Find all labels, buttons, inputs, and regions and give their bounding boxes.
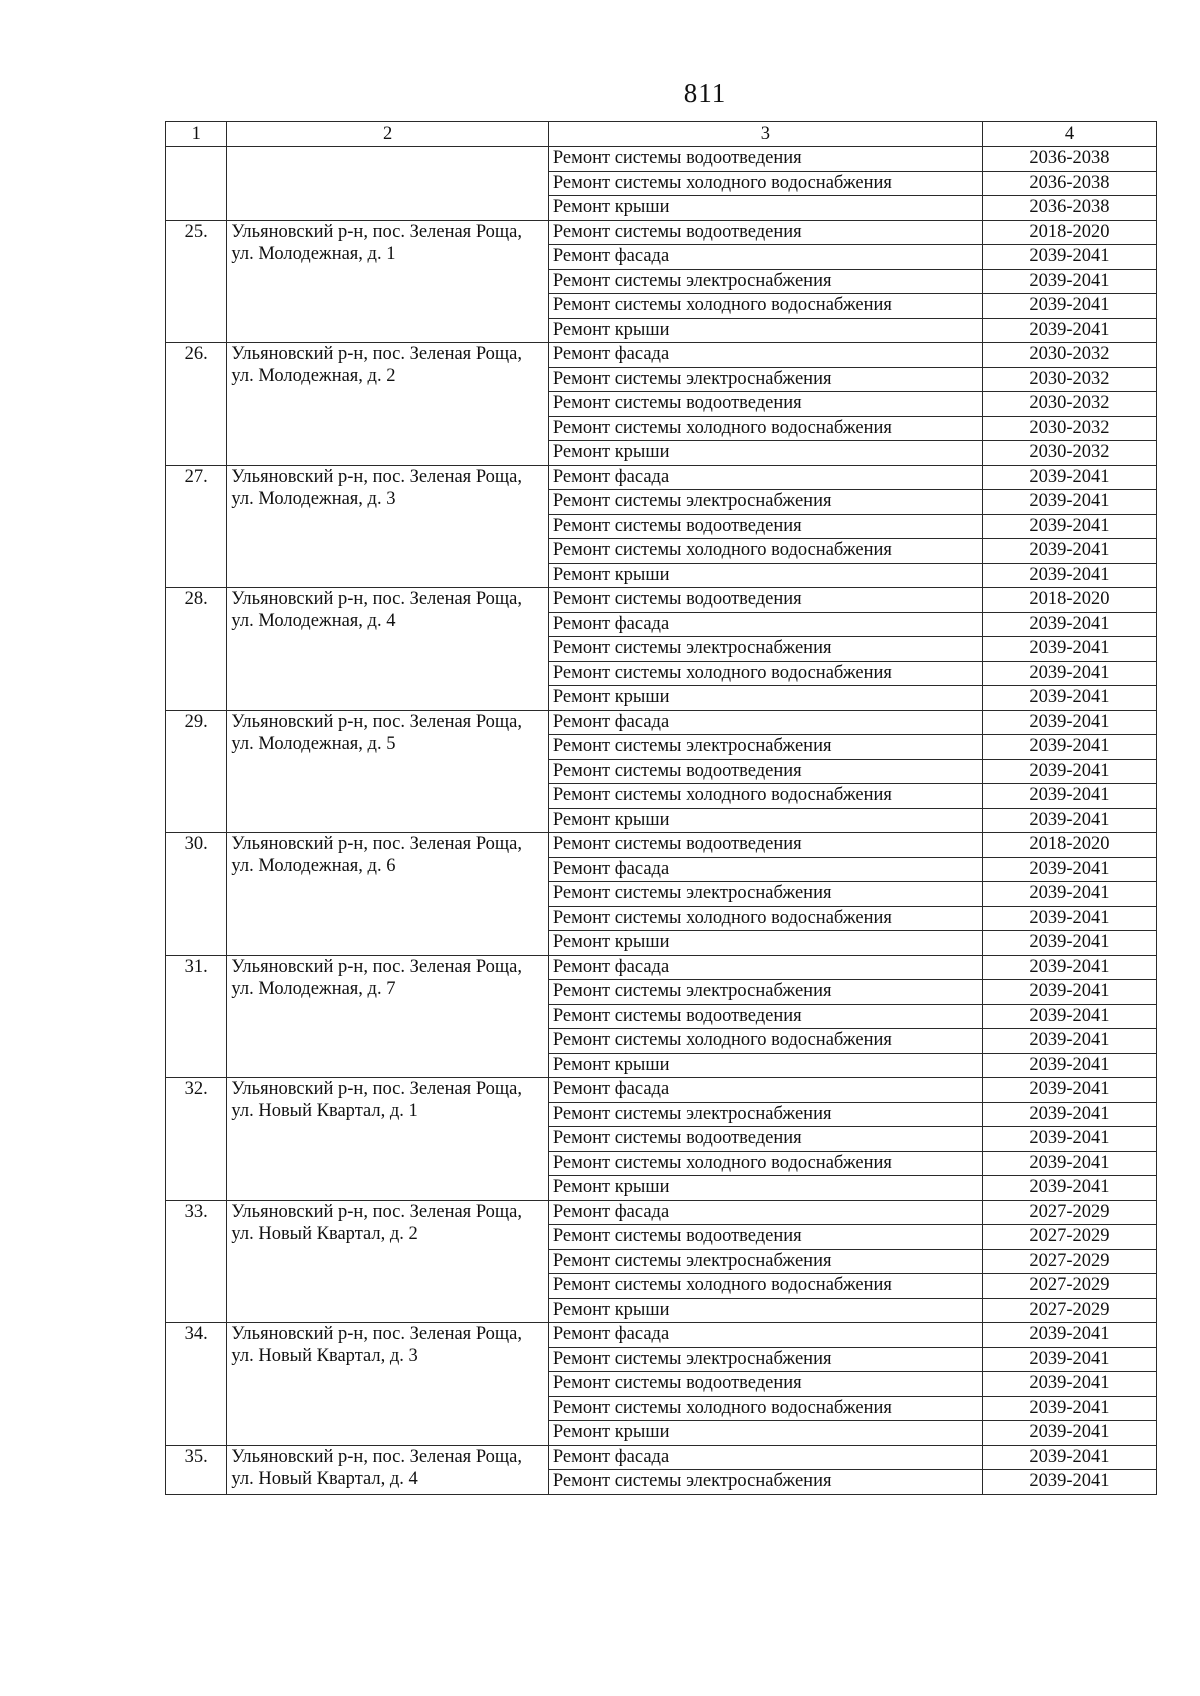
work-type: Ремонт крыши — [548, 1176, 982, 1201]
work-period: 2039-2041 — [982, 318, 1156, 343]
work-period: 2039-2041 — [982, 686, 1156, 711]
work-type: Ремонт крыши — [548, 1421, 982, 1446]
work-period: 2039-2041 — [982, 245, 1156, 270]
work-period: 2039-2041 — [982, 269, 1156, 294]
work-period: 2039-2041 — [982, 661, 1156, 686]
work-period: 2039-2041 — [982, 955, 1156, 980]
work-type: Ремонт фасада — [548, 857, 982, 882]
item-number: 28. — [166, 588, 227, 711]
building-address — [227, 147, 548, 221]
work-period: 2039-2041 — [982, 857, 1156, 882]
work-period: 2039-2041 — [982, 882, 1156, 907]
work-type: Ремонт крыши — [548, 196, 982, 221]
work-period: 2039-2041 — [982, 1053, 1156, 1078]
work-period: 2030-2032 — [982, 416, 1156, 441]
work-type: Ремонт фасада — [548, 612, 982, 637]
work-type: Ремонт системы электроснабжения — [548, 735, 982, 760]
work-period: 2039-2041 — [982, 1127, 1156, 1152]
table-body — [166, 147, 1157, 1495]
table-row — [166, 1445, 1157, 1470]
work-period: 2018-2020 — [982, 588, 1156, 613]
work-type: Ремонт системы водоотведения — [548, 833, 982, 858]
table-row — [166, 1078, 1157, 1103]
work-type: Ремонт крыши — [548, 563, 982, 588]
item-number: 34. — [166, 1323, 227, 1446]
table-row — [166, 147, 1157, 172]
work-period: 2039-2041 — [982, 1347, 1156, 1372]
work-period: 2030-2032 — [982, 343, 1156, 368]
table-row — [166, 465, 1157, 490]
work-type: Ремонт крыши — [548, 1053, 982, 1078]
work-period: 2027-2029 — [982, 1225, 1156, 1250]
work-period: 2036-2038 — [982, 147, 1156, 172]
work-type: Ремонт фасада — [548, 1445, 982, 1470]
work-type: Ремонт системы электроснабжения — [548, 367, 982, 392]
building-address: Ульяновский р-н, пос. Зеленая Роща, ул. Молодежная, д. 3 — [227, 465, 548, 588]
table-row — [166, 833, 1157, 858]
work-type: Ремонт системы холодного водоснабжения — [548, 1029, 982, 1054]
work-type: Ремонт системы водоотведения — [548, 147, 982, 172]
building-address: Ульяновский р-н, пос. Зеленая Роща, ул. Молодежная, д. 6 — [227, 833, 548, 956]
work-type: Ремонт системы электроснабжения — [548, 490, 982, 515]
table-row — [166, 1200, 1157, 1225]
work-type: Ремонт системы холодного водоснабжения — [548, 906, 982, 931]
work-period: 2039-2041 — [982, 612, 1156, 637]
building-address: Ульяновский р-н, пос. Зеленая Роща, ул. Молодежная, д. 1 — [227, 220, 548, 343]
table-row — [166, 1323, 1157, 1348]
work-type: Ремонт системы электроснабжения — [548, 1470, 982, 1495]
work-period: 2039-2041 — [982, 906, 1156, 931]
work-type: Ремонт системы электроснабжения — [548, 637, 982, 662]
work-type: Ремонт системы холодного водоснабжения — [548, 661, 982, 686]
work-period: 2039-2041 — [982, 539, 1156, 564]
building-address: Ульяновский р-н, пос. Зеленая Роща, ул. Новый Квартал, д. 4 — [227, 1445, 548, 1494]
item-number: 25. — [166, 220, 227, 343]
work-period: 2039-2041 — [982, 490, 1156, 515]
work-type: Ремонт системы водоотведения — [548, 1372, 982, 1397]
work-period: 2030-2032 — [982, 441, 1156, 466]
work-type: Ремонт системы электроснабжения — [548, 1347, 982, 1372]
work-type: Ремонт крыши — [548, 686, 982, 711]
work-type: Ремонт фасада — [548, 343, 982, 368]
work-type: Ремонт системы холодного водоснабжения — [548, 1396, 982, 1421]
work-type: Ремонт системы водоотведения — [548, 1127, 982, 1152]
work-type: Ремонт системы холодного водоснабжения — [548, 1274, 982, 1299]
work-period: 2039-2041 — [982, 1151, 1156, 1176]
work-type: Ремонт системы электроснабжения — [548, 1102, 982, 1127]
work-type: Ремонт системы холодного водоснабжения — [548, 539, 982, 564]
work-type: Ремонт системы холодного водоснабжения — [548, 1151, 982, 1176]
work-type: Ремонт системы водоотведения — [548, 392, 982, 417]
item-number: 29. — [166, 710, 227, 833]
work-period: 2039-2041 — [982, 1078, 1156, 1103]
work-type: Ремонт системы электроснабжения — [548, 980, 982, 1005]
work-period: 2039-2041 — [982, 465, 1156, 490]
table-row — [166, 955, 1157, 980]
work-period: 2039-2041 — [982, 1470, 1156, 1495]
work-type: Ремонт системы водоотведения — [548, 759, 982, 784]
work-period: 2039-2041 — [982, 1396, 1156, 1421]
work-type: Ремонт фасада — [548, 955, 982, 980]
work-period: 2039-2041 — [982, 1323, 1156, 1348]
work-period: 2039-2041 — [982, 514, 1156, 539]
work-type: Ремонт фасада — [548, 710, 982, 735]
work-period: 2027-2029 — [982, 1298, 1156, 1323]
work-period: 2039-2041 — [982, 1176, 1156, 1201]
work-period: 2036-2038 — [982, 196, 1156, 221]
item-number: 27. — [166, 465, 227, 588]
work-period: 2039-2041 — [982, 808, 1156, 833]
item-number — [166, 147, 227, 221]
building-address: Ульяновский р-н, пос. Зеленая Роща, ул. Молодежная, д. 4 — [227, 588, 548, 711]
item-number: 30. — [166, 833, 227, 956]
item-number: 31. — [166, 955, 227, 1078]
work-period: 2039-2041 — [982, 294, 1156, 319]
work-period: 2030-2032 — [982, 392, 1156, 417]
work-period: 2018-2020 — [982, 220, 1156, 245]
work-period: 2039-2041 — [982, 931, 1156, 956]
work-period: 2039-2041 — [982, 735, 1156, 760]
item-number: 35. — [166, 1445, 227, 1494]
work-type: Ремонт системы холодного водоснабжения — [548, 294, 982, 319]
work-type: Ремонт фасада — [548, 465, 982, 490]
work-period: 2027-2029 — [982, 1200, 1156, 1225]
table-row — [166, 343, 1157, 368]
work-type: Ремонт системы водоотведения — [548, 588, 982, 613]
building-address: Ульяновский р-н, пос. Зеленая Роща, ул. Новый Квартал, д. 1 — [227, 1078, 548, 1201]
repair-schedule-table — [165, 121, 1157, 1495]
work-type: Ремонт системы электроснабжения — [548, 1249, 982, 1274]
table-row — [166, 588, 1157, 613]
work-period: 2039-2041 — [982, 1004, 1156, 1029]
item-number: 32. — [166, 1078, 227, 1201]
work-period: 2039-2041 — [982, 1102, 1156, 1127]
item-number: 26. — [166, 343, 227, 466]
work-type: Ремонт системы водоотведения — [548, 514, 982, 539]
column-header-period: 4 — [982, 122, 1156, 147]
work-type: Ремонт системы электроснабжения — [548, 882, 982, 907]
table-row — [166, 220, 1157, 245]
work-type: Ремонт фасада — [548, 1078, 982, 1103]
work-type: Ремонт системы водоотведения — [548, 1004, 982, 1029]
work-type: Ремонт системы холодного водоснабжения — [548, 784, 982, 809]
work-period: 2039-2041 — [982, 980, 1156, 1005]
work-type: Ремонт системы холодного водоснабжения — [548, 171, 982, 196]
work-period: 2030-2032 — [982, 367, 1156, 392]
building-address: Ульяновский р-н, пос. Зеленая Роща, ул. Новый Квартал, д. 2 — [227, 1200, 548, 1323]
work-type: Ремонт крыши — [548, 1298, 982, 1323]
table-header — [166, 122, 1157, 147]
work-type: Ремонт системы водоотведения — [548, 220, 982, 245]
building-address: Ульяновский р-н, пос. Зеленая Роща, ул. Новый Квартал, д. 3 — [227, 1323, 548, 1446]
table-row — [166, 710, 1157, 735]
work-type: Ремонт фасада — [548, 1200, 982, 1225]
work-type: Ремонт крыши — [548, 318, 982, 343]
work-period: 2039-2041 — [982, 637, 1156, 662]
work-type: Ремонт системы электроснабжения — [548, 269, 982, 294]
work-period: 2027-2029 — [982, 1249, 1156, 1274]
work-period: 2027-2029 — [982, 1274, 1156, 1299]
work-period: 2039-2041 — [982, 1029, 1156, 1054]
work-period: 2039-2041 — [982, 759, 1156, 784]
work-period: 2018-2020 — [982, 833, 1156, 858]
work-period: 2039-2041 — [982, 1421, 1156, 1446]
work-type: Ремонт системы водоотведения — [548, 1225, 982, 1250]
building-address: Ульяновский р-н, пос. Зеленая Роща, ул. Молодежная, д. 5 — [227, 710, 548, 833]
page-number: 811 — [683, 78, 727, 108]
work-period: 2039-2041 — [982, 1445, 1156, 1470]
work-type: Ремонт крыши — [548, 441, 982, 466]
work-type: Ремонт системы холодного водоснабжения — [548, 416, 982, 441]
column-header-number: 1 — [166, 122, 227, 147]
building-address: Ульяновский р-н, пос. Зеленая Роща, ул. Молодежная, д. 2 — [227, 343, 548, 466]
work-type: Ремонт фасада — [548, 1323, 982, 1348]
work-period: 2039-2041 — [982, 710, 1156, 735]
work-type: Ремонт крыши — [548, 931, 982, 956]
item-number: 33. — [166, 1200, 227, 1323]
work-type: Ремонт крыши — [548, 808, 982, 833]
work-period: 2039-2041 — [982, 784, 1156, 809]
column-header-address: 2 — [227, 122, 548, 147]
work-period: 2039-2041 — [982, 1372, 1156, 1397]
column-header-work: 3 — [548, 122, 982, 147]
header-row — [166, 122, 1157, 147]
work-period: 2036-2038 — [982, 171, 1156, 196]
work-type: Ремонт фасада — [548, 245, 982, 270]
building-address: Ульяновский р-н, пос. Зеленая Роща, ул. Молодежная, д. 7 — [227, 955, 548, 1078]
work-period: 2039-2041 — [982, 563, 1156, 588]
